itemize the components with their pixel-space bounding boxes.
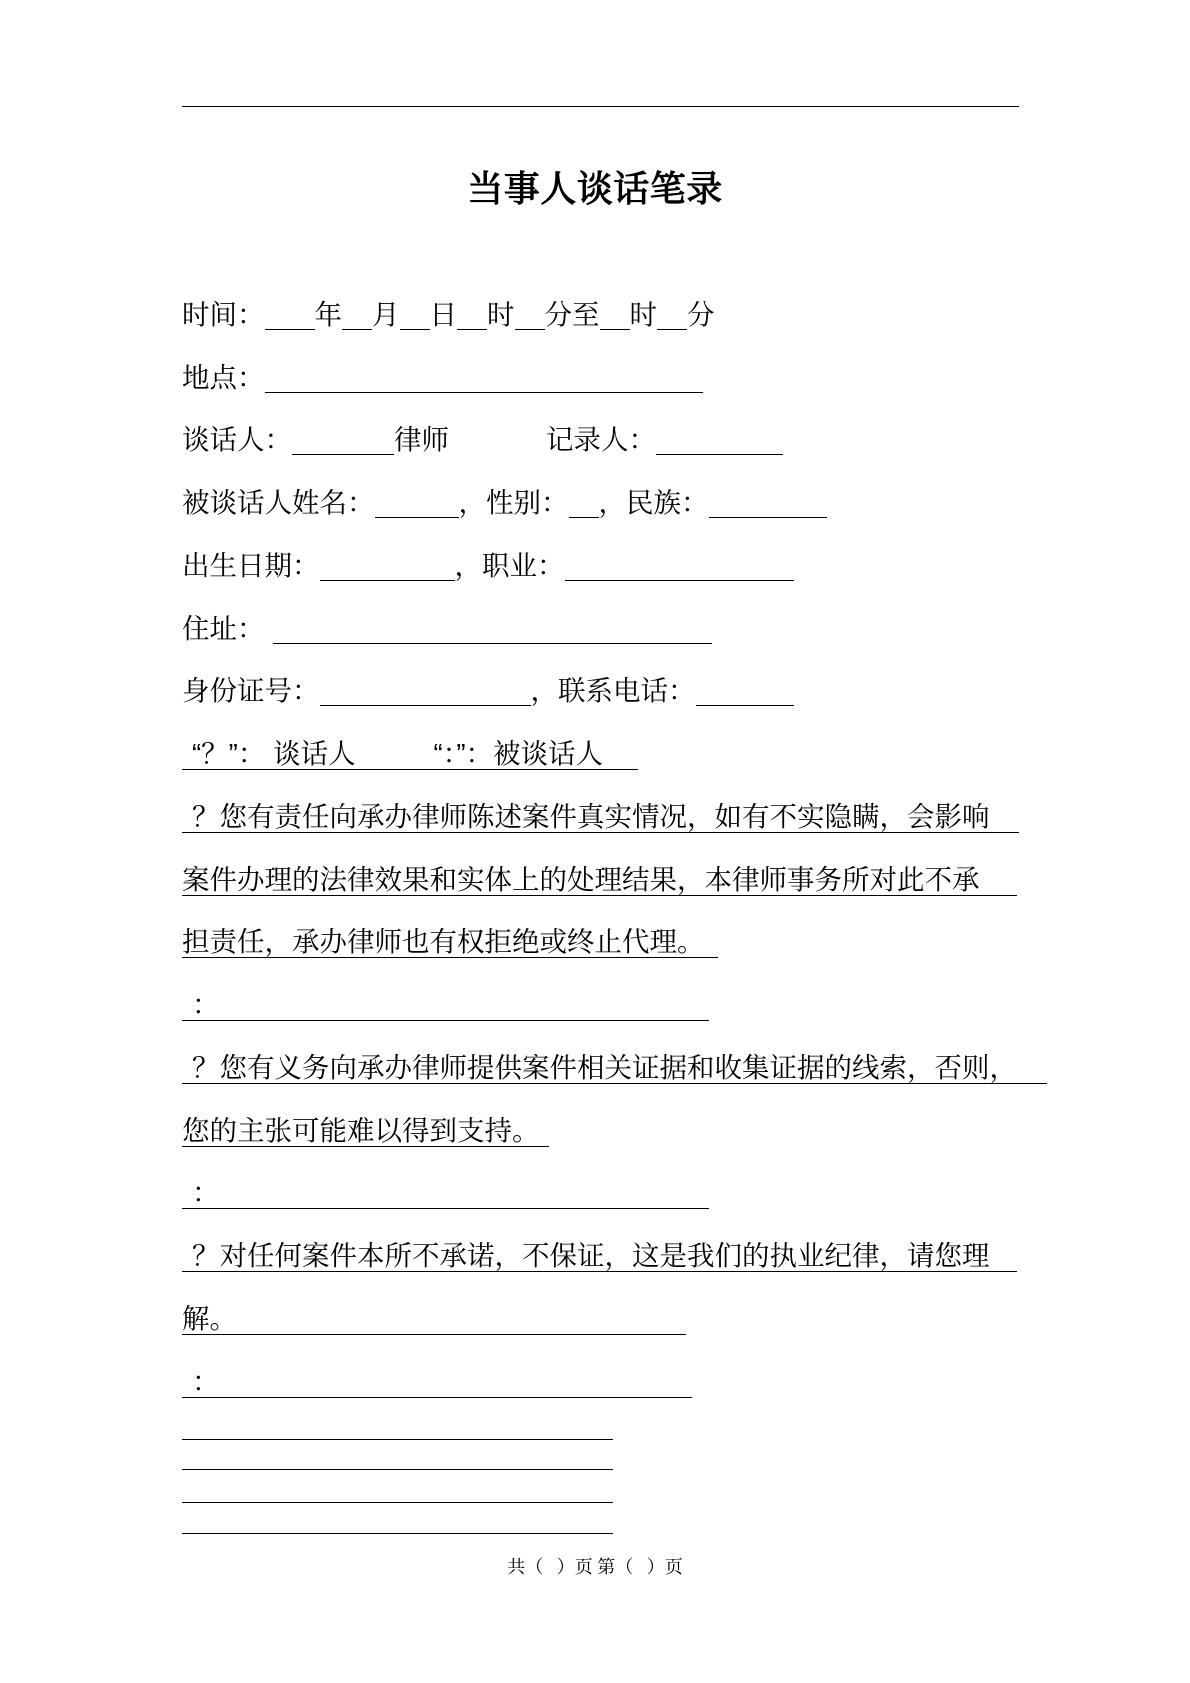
statement-text: 解。 xyxy=(182,1303,686,1335)
answer-2-line xyxy=(182,1177,709,1209)
gender-blank xyxy=(569,495,599,518)
month-unit: 月 xyxy=(372,299,400,330)
answer-marker: ： xyxy=(182,1177,709,1209)
minute-end-blank xyxy=(657,307,687,330)
statement-1-line-1 xyxy=(182,801,1019,833)
legend-answer: “：”：被谈话人 xyxy=(433,738,604,769)
statement-text: ？您有义务向承办律师提供案件相关证据和收集证据的线索，否则， xyxy=(182,1052,1047,1084)
occupation-label: ，职业： xyxy=(454,550,565,581)
minute-blank xyxy=(515,307,545,330)
legend-row xyxy=(182,738,638,770)
place-row xyxy=(182,362,703,394)
interviewee-name-label: 被谈话人姓名： xyxy=(182,487,375,518)
statement-2-line-1 xyxy=(182,1052,1047,1084)
identity-label: 身份证号： xyxy=(182,675,320,706)
header-rule xyxy=(182,106,1019,107)
address-blank xyxy=(273,621,712,644)
interviewee-name-blank xyxy=(375,495,459,518)
legend-underline xyxy=(182,738,638,770)
interviewer-row xyxy=(182,424,882,456)
day-unit: 日 xyxy=(429,299,457,330)
year-blank xyxy=(265,307,315,330)
time-row xyxy=(182,299,715,331)
blank-writing-line xyxy=(182,1439,613,1440)
statement-text: 案件办理的法律效果和实体上的处理结果，本律师事务所对此不承 xyxy=(182,864,1017,896)
page-counter: 共（ ）页 第（ ）页 xyxy=(507,1557,683,1577)
birth-row xyxy=(182,550,794,582)
answer-marker: ： xyxy=(182,1366,692,1398)
minute-end-unit: 分 xyxy=(687,299,715,330)
identity-blank xyxy=(320,683,531,706)
statement-text: ？对任何案件本所不承诺，不保证，这是我们的执业纪律，请您理 xyxy=(182,1240,1017,1272)
blank-writing-line xyxy=(182,1469,613,1470)
year-unit: 年 xyxy=(314,299,342,330)
time-label: 时间： xyxy=(182,299,265,330)
statement-3-line-1 xyxy=(182,1240,1017,1272)
answer-1-line xyxy=(182,989,709,1021)
place-label: 地点： xyxy=(182,362,265,393)
hour-blank xyxy=(457,307,487,330)
phone-blank xyxy=(696,683,794,706)
legend-question: “？”： 谈话人 xyxy=(192,738,356,769)
birth-label: 出生日期： xyxy=(182,550,320,581)
hour-end-unit: 时 xyxy=(629,299,657,330)
birth-blank xyxy=(320,558,455,581)
interviewee-row xyxy=(182,487,827,519)
recorder-blank xyxy=(656,432,783,455)
ethnicity-label: ，民族： xyxy=(598,487,709,518)
minute-to-unit: 分至 xyxy=(544,299,600,330)
interviewer-blank xyxy=(292,432,394,455)
statement-text: 您的主张可能难以得到支持。 xyxy=(182,1115,549,1147)
statement-1-line-2 xyxy=(182,864,1017,896)
hour-end-blank xyxy=(600,307,630,330)
document-title: 当事人谈话笔录 xyxy=(467,168,723,209)
phone-label: ，联系电话： xyxy=(530,675,696,706)
place-blank xyxy=(265,370,703,393)
interviewer-suffix: 律师 xyxy=(394,424,449,455)
month-blank xyxy=(342,307,372,330)
ethnicity-blank xyxy=(709,495,827,518)
address-label: 住址： xyxy=(182,613,265,644)
statement-3-line-2 xyxy=(182,1303,686,1335)
blank-writing-line xyxy=(182,1502,613,1503)
statement-2-line-2 xyxy=(182,1115,549,1147)
statement-text: ？您有责任向承办律师陈述案件真实情况，如有不实隐瞒，会影响 xyxy=(182,801,1019,833)
gender-label: ，性别： xyxy=(458,487,569,518)
hour-unit: 时 xyxy=(487,299,515,330)
answer-3-line xyxy=(182,1366,692,1398)
interviewer-label: 谈话人： xyxy=(182,424,292,455)
recorder-label: 记录人： xyxy=(546,424,656,455)
recorder-field xyxy=(546,424,783,456)
address-row xyxy=(182,613,712,645)
day-blank xyxy=(400,307,430,330)
identity-row xyxy=(182,675,794,707)
occupation-blank xyxy=(565,558,794,581)
blank-writing-line xyxy=(182,1533,613,1534)
answer-marker: ： xyxy=(182,989,709,1021)
statement-1-line-3 xyxy=(182,926,718,958)
statement-text: 担责任，承办律师也有权拒绝或终止代理。 xyxy=(182,926,718,958)
